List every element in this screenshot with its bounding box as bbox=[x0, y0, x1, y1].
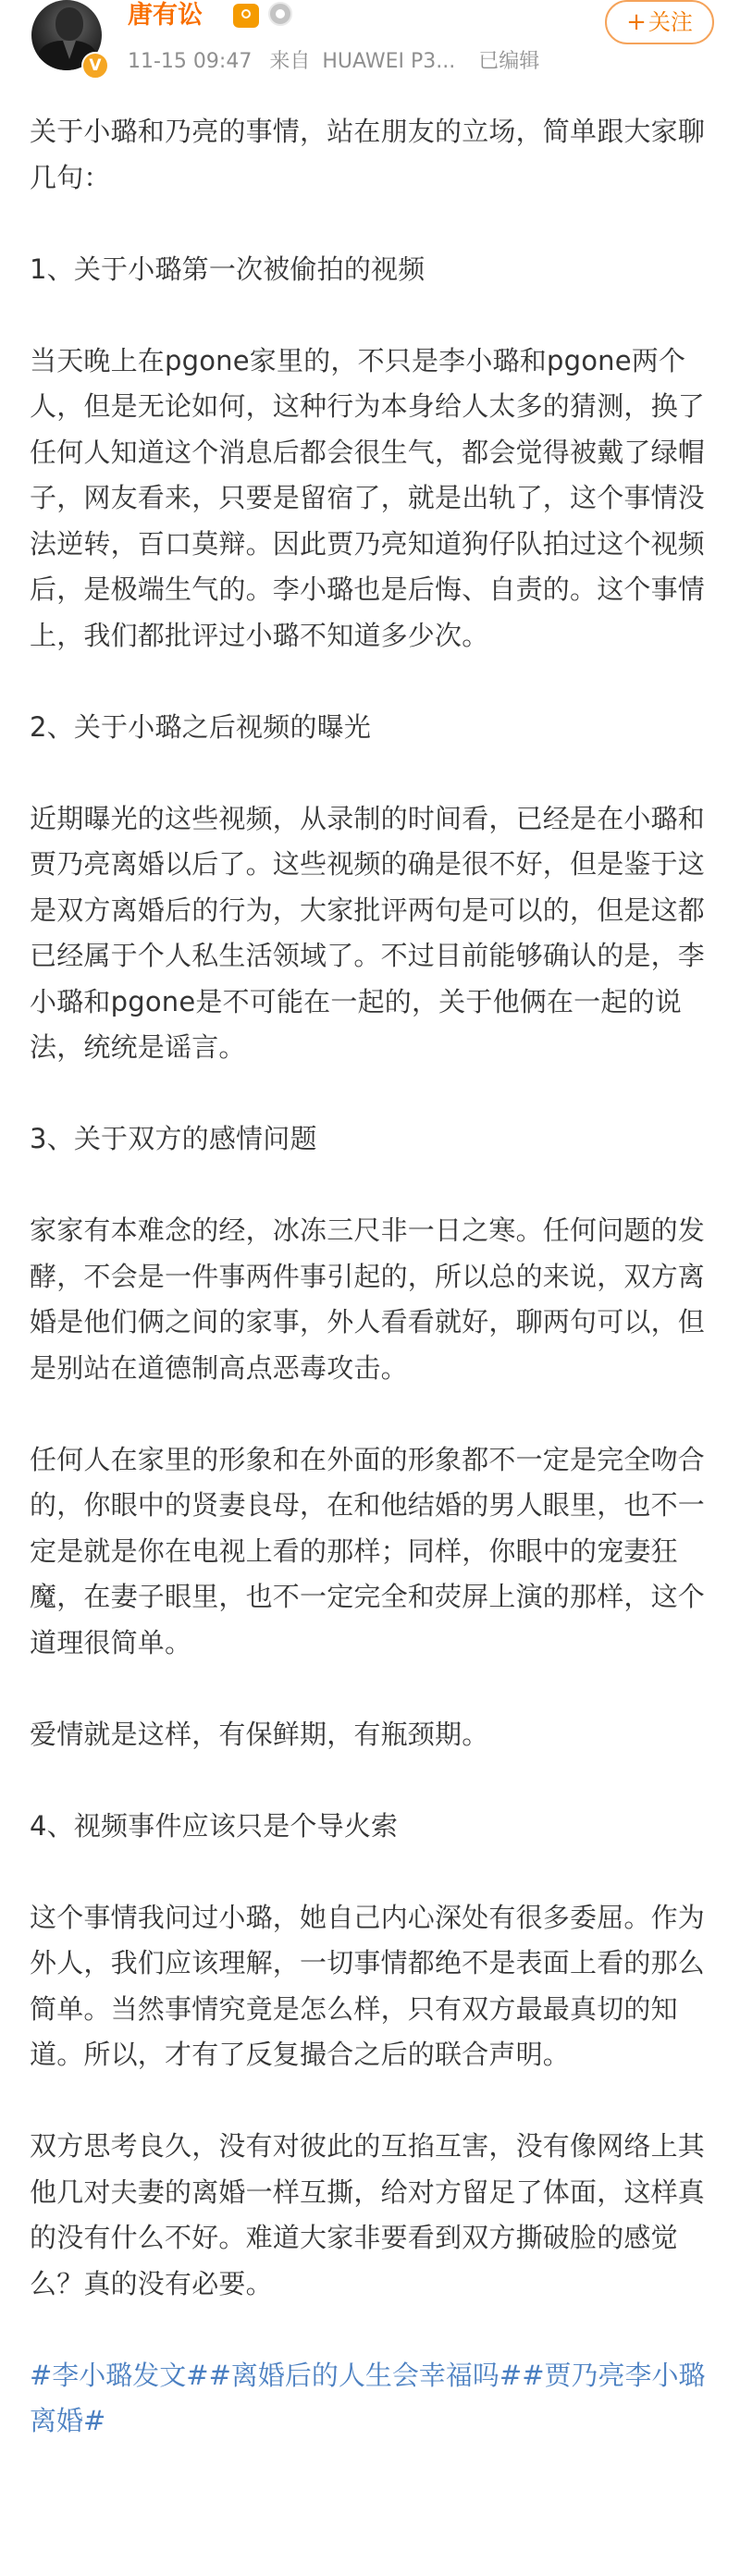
section-heading-1: 1、关于小璐第一次被偷拍的视频 bbox=[30, 253, 426, 285]
spacer bbox=[30, 1163, 712, 1209]
spacer bbox=[30, 1391, 712, 1437]
spacer bbox=[30, 1757, 712, 1804]
plus-icon: + bbox=[626, 8, 647, 36]
section-heading-2: 2、关于小璐之后视频的曝光 bbox=[30, 710, 372, 743]
section-3-paragraph-a: 家家有本难念的经，冰冻三尺非一日之寒。任何问题的发酵，不会是一件事两件事引起的，所以总的来说，双方离婚是他们俩之间的家事，外人看看就好，聊两句可以，但是别站在道德制高点恶毒攻击。 bbox=[30, 1214, 706, 1384]
section-4-paragraph-b: 双方思考良久，没有对彼此的互掐互害，没有像网络上其他几对夫妻的离婚一样互撕，给对方留足了体面，这样真的没有什么不好。难道大家非要看到双方撕破脸的感觉么？真的没有必要。 bbox=[30, 2130, 706, 2299]
spacer bbox=[30, 292, 712, 339]
post-device[interactable]: HUAWEI P3... bbox=[322, 50, 456, 73]
section-3-paragraph-c: 爱情就是这样，有保鲜期，有瓶颈期。 bbox=[30, 1718, 489, 1750]
post-content bbox=[30, 109, 712, 2445]
section-4-paragraph-a: 这个事情我问过小璐，她自己内心深处有很多委屈。作为外人，我们应该理解，一切事情都绝不是表面上看的那么简单。当然事情究竟是怎么样，只有双方最最真切的知道。所以，才有了反复撮合之后的联合声明。 bbox=[30, 1901, 706, 2070]
spacer bbox=[30, 659, 712, 705]
section-1-paragraph: 当天晚上在pgone家里的，不只是李小璐和pgone两个人，但是无论如何，这种行为本身给人太多的猜测，换了任何人知道这个消息后都会很生气，都会觉得被戴了绿帽子，网友看来，只要是留宿了，就是出轨了，这个事情没法逆转，百口莫辩。因此贾乃亮知道狗仔队拍过这个视频后，是极端生气的。李小璐也是后悔、自责的。这个事情上，我们都批评过小璐不知道多少次。 bbox=[30, 344, 706, 651]
post-edited[interactable]: 已编辑 bbox=[478, 50, 540, 73]
section-2-paragraph: 近期曝光的这些视频，从录制的时间看，已经是在小璐和贾乃亮离婚以后了。这些视频的确是很不好，但是鉴于这是双方离婚后的行为，大家批评两句是可以的，但是这都已经属于个人私生活领域了。不过目前能够确认的是，李小璐和pgone是不可能在一起的，关于他俩在一起的说法，统统是谣言。 bbox=[30, 802, 706, 1063]
post-time: 11-15 09:47 bbox=[128, 50, 253, 73]
follow-button[interactable] bbox=[605, 0, 714, 44]
post-meta bbox=[128, 48, 550, 76]
silver-medal-icon[interactable] bbox=[268, 2, 292, 26]
spacer bbox=[30, 1666, 712, 1712]
spacer bbox=[30, 750, 712, 796]
post-header bbox=[0, 0, 740, 89]
intro-paragraph: 关于小璐和乃亮的事情，站在朋友的立场，简单跟大家聊几句： bbox=[30, 116, 706, 193]
spacer bbox=[30, 1071, 712, 1117]
avatar-face bbox=[56, 7, 83, 41]
section-3-paragraph-b: 任何人在家里的形象和在外面的形象都不一定是完全吻合的，你眼中的贤妻良母，在和他结婚的男人眼里，也不一定是就是你在电视上看的那样；同样，你眼中的宠妻狂魔，在妻子眼里，也不一定完全和荧屏上演的那样，这个道理很简单。 bbox=[30, 1443, 706, 1658]
spacer bbox=[30, 201, 712, 247]
post-source-prefix: 来自 bbox=[269, 50, 311, 73]
follow-label: 关注 bbox=[648, 9, 693, 35]
spacer bbox=[30, 2078, 712, 2125]
section-heading-4: 4、视频事件应该只是个导火索 bbox=[30, 1809, 399, 1842]
section-heading-3: 3、关于双方的感情问题 bbox=[30, 1123, 317, 1154]
spacer bbox=[30, 2307, 712, 2353]
gold-medal-icon[interactable] bbox=[233, 4, 259, 28]
verified-v-icon: V bbox=[81, 52, 109, 80]
hashtag-links[interactable]: #李小璐发文##离婚后的人生会幸福吗##贾乃亮李小璐离婚# bbox=[30, 2359, 706, 2436]
username[interactable]: 唐有讼 bbox=[128, 1, 203, 30]
spacer bbox=[30, 1849, 712, 1895]
